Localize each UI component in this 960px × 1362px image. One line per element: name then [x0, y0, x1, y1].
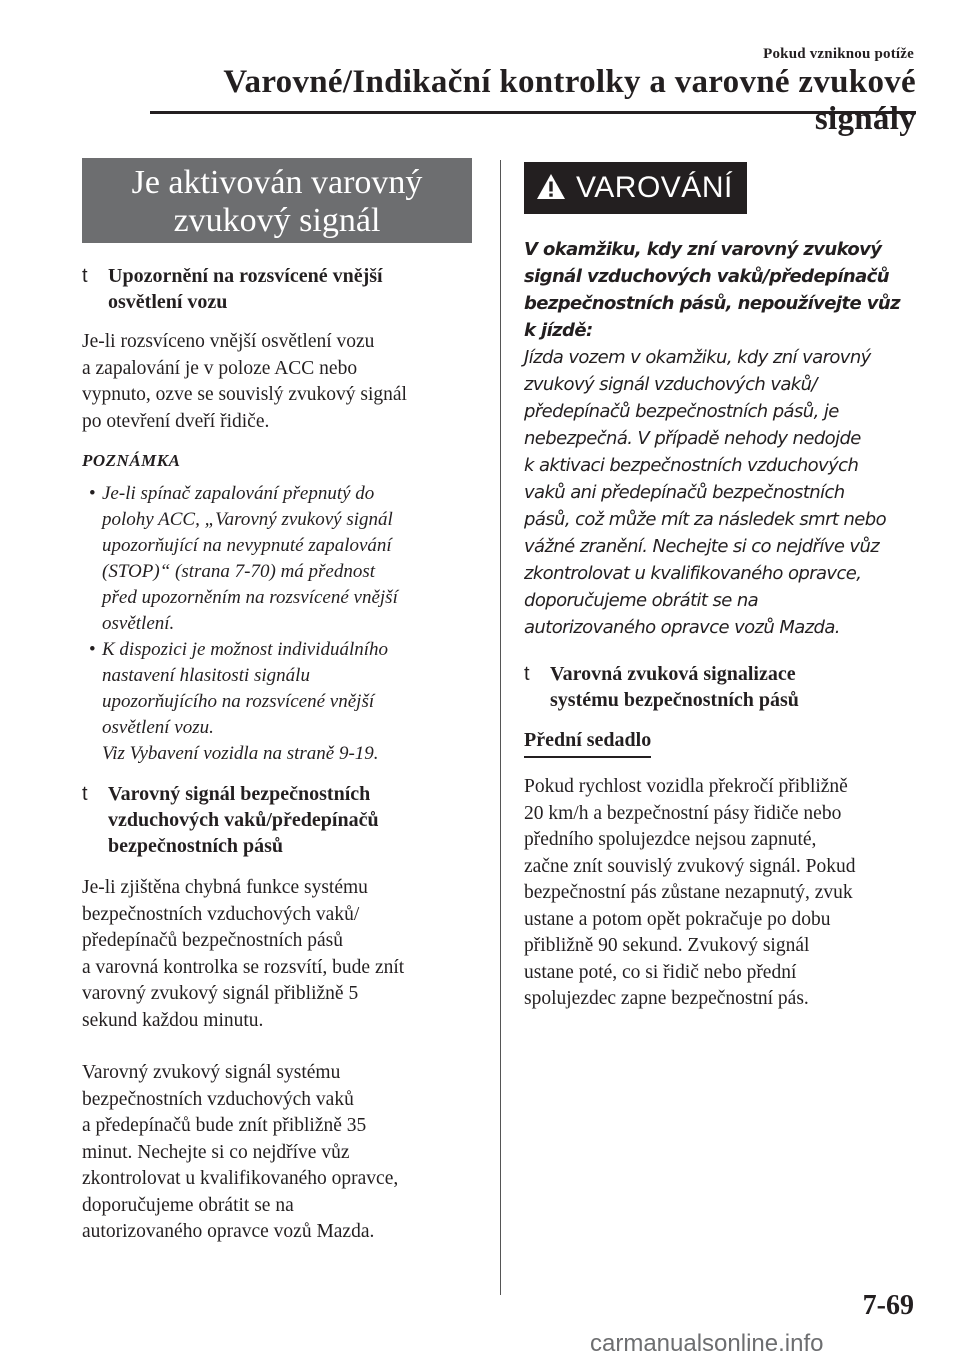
paragraph-airbag-malfunction: [82, 875, 472, 1034]
note-title: POZNÁMKA: [82, 451, 181, 470]
warning-line: autorizovaného opravce vozů Mazda.: [524, 617, 840, 638]
left-column: [82, 158, 472, 1246]
watermark: carmanualsonline.info: [590, 1330, 824, 1357]
text-line: minut. Nechejte si co nejdříve vůz: [82, 1141, 350, 1163]
subsubheading-wrap: [524, 729, 916, 758]
bullet-glyph: t: [524, 663, 530, 685]
subheading-line: bezpečnostních pásů: [108, 835, 284, 857]
topic-title-line: zvukový signál: [173, 202, 381, 239]
note-line: (STOP)“ (strana 7-70) má přednost: [102, 561, 376, 582]
text-line: Varovný zvukový signál systému: [82, 1062, 341, 1083]
page-number: 7-69: [862, 1290, 914, 1321]
topic-title-box: [82, 158, 472, 243]
text-line: spolujezdec zapne bezpečnostní pás.: [524, 988, 809, 1009]
subheading-line: vzduchových vaků/předepínačů: [108, 809, 379, 831]
header-rule: [150, 111, 916, 114]
text-line: bezpečnostní pás zůstane nezapnutý, zvuk: [524, 882, 853, 903]
subheading-line: Upozornění na rozsvícené vnější: [108, 265, 383, 287]
warning-line: zkontrolovat u kvalifikovaného opravce,: [524, 563, 862, 584]
note-item: [82, 481, 472, 637]
paragraph-airbag-duration: [82, 1060, 472, 1246]
warning-line: předepínačů bezpečnostních pásů, je: [524, 401, 839, 422]
text-line: ustane a potom opět pokračuje po dobu: [524, 908, 831, 930]
note-line: upozorňujícího na rozsvícené vnější: [102, 691, 375, 712]
text-line: bezpečnostních vzduchových vaků: [82, 1088, 354, 1110]
subheading-line: systému bezpečnostních pásů: [550, 689, 799, 711]
subsubheading-front-seat: Přední sedadlo: [524, 729, 651, 758]
text-line: zkontrolovat u kvalifikovaného opravce,: [82, 1168, 399, 1189]
text-line: 20 km/h a bezpečnostní pásy řidiče nebo: [524, 802, 842, 824]
subheading-seatbelt-signal: [524, 661, 916, 713]
warning-label: VAROVÁNÍ: [576, 171, 733, 204]
warning-line: pásů, což může mít za následek smrt nebo: [524, 509, 887, 530]
warning-line: Jízda vozem v okamžiku, kdy zní varovný: [524, 347, 871, 368]
subheading-line: Varovný signál bezpečnostních: [108, 783, 371, 805]
warning-bold-line: k jízdě:: [524, 320, 593, 341]
note-line: osvětlení vozu.: [102, 717, 214, 738]
warning-line: k aktivaci bezpečnostních vzduchových: [524, 455, 859, 476]
warning-bold-line: V okamžiku, kdy zní varovný zvukový: [524, 239, 882, 260]
bullet-glyph: t: [82, 783, 88, 805]
note-line: nastavení hlasitosti signálu: [102, 665, 310, 686]
note-line: upozorňující na nevypnuté zapalování: [102, 535, 392, 556]
warning-bold-line: signál vzduchových vaků/předepínačů: [524, 266, 889, 287]
right-column: [524, 158, 916, 1013]
warning-line: vážné zranění. Nechejte si co nejdříve vůz: [524, 536, 880, 557]
text-line: Je-li rozsvíceno vnější osvětlení vozu: [82, 331, 375, 352]
warning-triangle-icon: [536, 173, 566, 200]
text-line: vypnuto, ozve se souvislý zvukový signál: [82, 384, 407, 405]
text-line: předepínačů bezpečnostních pásů: [82, 930, 343, 951]
bullet-glyph: t: [82, 265, 88, 287]
subheading-line: Varovná zvuková signalizace: [550, 663, 796, 685]
warning-header: [524, 162, 747, 214]
note-line: polohy ACC, „Varovný zvukový signál: [102, 509, 393, 530]
text-line: sekund každou minutu.: [82, 1009, 264, 1031]
warning-line: doporučujeme obrátit se na: [524, 590, 759, 611]
subheading-exterior-lights: [82, 263, 472, 315]
paragraph-exterior-lights: [82, 329, 472, 435]
text-line: po otevření dveří řidiče.: [82, 410, 270, 432]
column-divider: [500, 160, 501, 1295]
bullet-dot: •: [89, 639, 96, 660]
paragraph-seatbelt: [524, 774, 916, 1013]
chapter-title: Pokud vzniknou potíže: [763, 46, 914, 62]
text-line: autorizovaného opravce vozů Mazda.: [82, 1221, 375, 1242]
bullet-dot: •: [89, 483, 96, 504]
text-line: bezpečnostních vzduchových vaků/: [82, 903, 360, 925]
note-line: před upozorněním na rozsvícené vnější: [102, 587, 398, 608]
note-line: Viz Vybavení vozidla na straně 9-19.: [102, 743, 379, 764]
text-line: varovný zvukový signál přibližně 5: [82, 983, 359, 1004]
text-line: předního spolujezdce nejsou zapnuté,: [524, 829, 817, 850]
text-line: a varovná kontrolka se rozsvítí, bude znít: [82, 956, 405, 978]
text-line: začne znít souvislý zvukový signál. Pokud: [524, 855, 856, 877]
warning-bold-line: bezpečnostních pásů, nepoužívejte vůz: [524, 293, 900, 314]
section-title: Varovné/Indikační kontrolky a varovné zvukové signály: [223, 64, 916, 137]
text-line: Je-li zjištěna chybná funkce systému: [82, 877, 368, 898]
warning-line: zvukový signál vzduchových vaků/: [524, 374, 817, 395]
note-line: K dispozici je možnost individuálního: [102, 639, 389, 660]
text-line: doporučujeme obrátit se na: [82, 1194, 294, 1216]
text-line: Pokud rychlost vozidla překročí přibližně: [524, 776, 848, 797]
warning-line: nebezpečná. V případě nehody nedojde: [524, 428, 861, 449]
subheading-airbag-signal: [82, 781, 472, 859]
note-item: [82, 637, 472, 767]
note-line: Je-li spínač zapalování přepnutý do: [102, 483, 375, 504]
topic-title-line: Je aktivován varovný: [131, 164, 423, 201]
text-line: a zapalování je v poloze ACC nebo: [82, 357, 358, 379]
text-line: ustane poté, co si řidič nebo přední: [524, 961, 797, 983]
note-line: osvětlení.: [102, 613, 175, 634]
text-line: a předepínačů bude znít přibližně 35: [82, 1115, 367, 1136]
warning-line: vaků ani předepínačů bezpečnostních: [524, 482, 845, 503]
subheading-line: osvětlení vozu: [108, 291, 228, 313]
warning-body: [524, 236, 916, 641]
text-line: přibližně 90 sekund. Zvukový signál: [524, 935, 810, 956]
